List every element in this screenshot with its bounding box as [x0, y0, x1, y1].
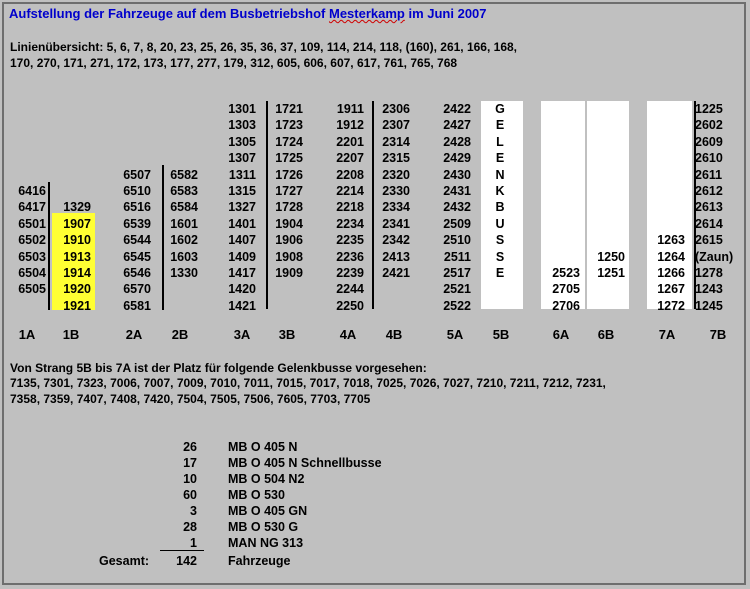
- vehicle-cell: 2522: [443, 298, 471, 313]
- vehicle-cell: 6417: [18, 200, 46, 215]
- fleet-count: 3: [190, 504, 197, 518]
- vehicle-cell: 6516: [123, 200, 151, 215]
- vehicle-cell: 1305: [228, 134, 256, 149]
- lines-overview-2: 170, 270, 171, 271, 172, 173, 177, 277, 179, 312, 605, 606, 607, 617, 761, 765, 768: [10, 56, 458, 70]
- vehicle-cell: 6510: [123, 183, 151, 198]
- vehicle-cell: 6584: [170, 200, 198, 215]
- vehicle-cell: 1301: [228, 102, 256, 116]
- vehicle-cell: 2306: [382, 102, 410, 116]
- vehicle-cell: 1272: [657, 298, 685, 313]
- fleet-type: MB O 530 G: [228, 520, 299, 534]
- vehicle-cell: 6416: [18, 184, 46, 198]
- fleet-type: MB O 504 N2: [228, 472, 305, 486]
- separator-1: [48, 182, 50, 310]
- vehicle-cell: 1264: [657, 249, 685, 264]
- vehicle-cell: 2613: [695, 200, 723, 215]
- vehicle-cell: 2413: [382, 249, 410, 264]
- vehicle-cell: 2315: [382, 151, 410, 166]
- vehicle-cell: 6503: [18, 249, 46, 264]
- vehicle-cell: 1307: [228, 151, 256, 166]
- vehicle-cell: 1263: [657, 233, 685, 248]
- vehicle-cell: 2207: [336, 151, 364, 166]
- column-label-6b: 6B: [597, 327, 615, 342]
- vehicle-cell: 2511: [443, 249, 471, 264]
- vehicle-cell: 1912: [336, 118, 364, 133]
- column-1b: [53, 199, 91, 314]
- vehicle-cell: 1243: [695, 282, 723, 297]
- vehicle-cell: 1920: [63, 282, 91, 297]
- fleet-count: 10: [183, 472, 197, 486]
- vehicle-cell: 1724: [275, 134, 303, 149]
- vehicle-cell: L: [496, 134, 504, 149]
- vehicle-cell: 1250: [597, 249, 625, 264]
- column-1a: [8, 183, 46, 298]
- sum-line: [160, 550, 204, 551]
- column-label-3a: 3A: [233, 327, 251, 342]
- lines-overview-1: Linienübersicht: 5, 6, 7, 8, 20, 23, 25, 26, 35, 36, 37, 109, 114, 214, 118, (160), 261, 166, 168,: [10, 40, 517, 54]
- vehicle-cell: 2235: [336, 233, 364, 248]
- fleet-count: 26: [183, 440, 197, 454]
- vehicle-cell: B: [495, 200, 505, 215]
- vehicle-cell: 2422: [443, 102, 471, 116]
- vehicle-cell: 2615: [695, 233, 723, 248]
- vehicle-cell: 1723: [275, 118, 303, 133]
- vehicle-cell: 6570: [123, 282, 151, 297]
- vehicle-cell: G: [495, 102, 505, 116]
- column-label-2a: 2A: [125, 327, 143, 342]
- column-label-3b: 3B: [278, 327, 296, 342]
- vehicle-cell: 2428: [443, 134, 471, 149]
- vehicle-cell: E: [495, 265, 505, 280]
- vehicle-cell: 2431: [443, 183, 471, 198]
- vehicle-cell: 6505: [18, 282, 46, 297]
- vehicle-cell: 1327: [228, 200, 256, 215]
- vehicle-cell: 2432: [443, 200, 471, 215]
- total-count: 142: [176, 554, 197, 568]
- fleet-count: 28: [183, 520, 197, 534]
- vehicle-cell: 2314: [382, 134, 410, 149]
- vehicle-cell: 1225: [695, 102, 723, 116]
- vehicle-cell: N: [495, 167, 505, 182]
- vehicle-cell: 2614: [695, 216, 723, 231]
- vehicle-cell: 1245: [695, 298, 723, 313]
- fleet-type: MB O 530: [228, 488, 285, 502]
- vehicle-cell: S: [495, 233, 505, 248]
- vehicle-cell: 2201: [336, 134, 364, 149]
- vehicle-cell: 1409: [228, 249, 256, 264]
- vehicle-cell: 1725: [275, 151, 303, 166]
- vehicle-cell: 1911: [336, 102, 364, 116]
- vehicle-cell: (Zaun): [695, 249, 734, 264]
- vehicle-cell: 2523: [552, 266, 580, 280]
- vehicle-cell: 2236: [336, 249, 364, 264]
- vehicle-cell: 1602: [170, 233, 198, 248]
- vehicle-cell: 2208: [336, 167, 364, 182]
- vehicle-cell: 2330: [382, 183, 410, 198]
- vehicle-cell: 2214: [336, 183, 364, 198]
- fleet-count: 17: [183, 456, 197, 470]
- vehicle-cell: 2239: [336, 265, 364, 280]
- fleet-type: MB O 405 N Schnellbusse: [228, 456, 382, 470]
- vehicle-cell: 2510: [443, 233, 471, 248]
- vehicle-cell: U: [495, 216, 505, 231]
- vehicle-cell: 2609: [695, 134, 723, 149]
- vehicle-cell: 1420: [228, 282, 256, 297]
- note-heading: Von Strang 5B bis 7A ist der Platz für folgende Gelenkbusse vorgesehen:: [10, 361, 427, 375]
- column-label-1b: 1B: [62, 327, 80, 342]
- title-place: Mesterkamp: [328, 6, 405, 21]
- vehicle-cell: 6583: [170, 183, 198, 198]
- vehicle-cell: 1914: [63, 265, 91, 280]
- fleet-type: MB O 405 N: [228, 440, 298, 454]
- fleet-count: 1: [190, 536, 197, 550]
- vehicle-cell: 1330: [170, 265, 198, 280]
- vehicle-cell: 1303: [228, 118, 256, 133]
- vehicle-cell: 1728: [275, 200, 303, 215]
- vehicle-cell: 2430: [443, 167, 471, 182]
- total-unit: Fahrzeuge: [228, 554, 291, 568]
- column-7a: [647, 232, 685, 314]
- column-label-4a: 4A: [339, 327, 357, 342]
- vehicle-cell: 1906: [275, 233, 303, 248]
- vehicle-cell: K: [495, 183, 505, 198]
- page-title: Aufstellung der Fahrzeuge auf dem Busbetriebshof Mesterkamp im Juni 2007: [9, 6, 487, 21]
- vehicle-cell: 6501: [18, 216, 46, 231]
- vehicle-cell: 2517: [443, 265, 471, 280]
- vehicle-cell: 2521: [443, 282, 471, 297]
- note-list-1: 7135, 7301, 7323, 7006, 7007, 7009, 7010, 7011, 7015, 7017, 7018, 7025, 7026, 7027, 7210, 7211, 7212, 7231,: [10, 376, 606, 390]
- vehicle-cell: 2244: [336, 282, 364, 297]
- vehicle-cell: 2602: [695, 118, 723, 133]
- vehicle-cell: 1726: [275, 167, 303, 182]
- vehicle-cell: 1266: [657, 265, 685, 280]
- column-2b: [160, 167, 198, 282]
- vehicle-cell: 6581: [123, 298, 151, 313]
- vehicle-cell: 6546: [123, 265, 151, 280]
- vehicle-cell: 2611: [695, 167, 723, 182]
- vehicle-cell: 1421: [228, 298, 256, 313]
- column-4b: [372, 101, 410, 281]
- vehicle-cell: 2612: [695, 183, 723, 198]
- vehicle-cell: 2250: [336, 298, 364, 313]
- vehicle-cell: 1907: [63, 216, 91, 231]
- vehicle-cell: 1601: [170, 216, 198, 231]
- column-5b: [481, 101, 519, 281]
- vehicle-cell: 6582: [170, 167, 198, 182]
- total-label: Gesamt:: [99, 554, 150, 568]
- vehicle-cell: 6502: [18, 233, 46, 248]
- vehicle-cell: 2610: [695, 151, 723, 166]
- vehicle-cell: 1721: [275, 102, 303, 116]
- column-label-1a: 1A: [18, 327, 36, 342]
- note-list-2: 7358, 7359, 7407, 7408, 7420, 7504, 7505, 7506, 7605, 7703, 7705: [10, 392, 371, 406]
- vehicle-cell: 1727: [275, 183, 303, 198]
- vehicle-cell: 1401: [228, 216, 256, 231]
- vehicle-cell: 1908: [275, 249, 303, 264]
- column-7b: [695, 101, 741, 314]
- vehicle-cell: 1267: [657, 282, 685, 297]
- vehicle-cell: 1913: [63, 249, 91, 264]
- vehicle-cell: 6539: [123, 216, 151, 231]
- vehicle-cell: 1417: [228, 265, 256, 280]
- vehicle-cell: 1904: [275, 216, 303, 231]
- vehicle-cell: 6545: [123, 249, 151, 264]
- vehicle-cell: 1909: [275, 265, 303, 280]
- vehicle-cell: E: [495, 151, 505, 166]
- vehicle-cell: 1407: [228, 233, 256, 248]
- column-3a: [218, 101, 256, 314]
- column-label-2b: 2B: [171, 327, 189, 342]
- fleet-type: MAN NG 313: [228, 536, 304, 550]
- column-2a: [113, 167, 151, 315]
- vehicle-cell: 1921: [63, 298, 91, 313]
- vehicle-cell: 2429: [443, 151, 471, 166]
- vehicle-cell: 2307: [382, 118, 410, 133]
- vehicle-cell: S: [495, 249, 505, 264]
- column-4a: [326, 101, 364, 314]
- vehicle-cell: 2234: [336, 216, 364, 231]
- column-5a: [433, 101, 471, 314]
- vehicle-cell: 1315: [228, 183, 256, 198]
- vehicle-cell: 6504: [18, 265, 46, 280]
- column-6b: [587, 249, 625, 282]
- column-label-7a: 7A: [658, 327, 676, 342]
- vehicle-cell: E: [495, 118, 505, 133]
- column-label-5a: 5A: [446, 327, 464, 342]
- vehicle-cell: 2421: [382, 265, 410, 280]
- column-3b: [265, 101, 303, 281]
- vehicle-cell: 1251: [597, 265, 625, 280]
- column-label-6a: 6A: [552, 327, 570, 342]
- vehicle-cell: 1311: [228, 167, 256, 182]
- column-6a: [542, 265, 580, 314]
- column-label-7b: 7B: [709, 327, 727, 342]
- vehicle-cell: 6544: [123, 233, 151, 248]
- vehicle-cell: 2334: [382, 200, 410, 215]
- vehicle-cell: 2706: [552, 298, 580, 313]
- vehicle-cell: 2218: [336, 200, 364, 215]
- fleet-count: 60: [183, 488, 197, 502]
- column-label-5b: 5B: [492, 327, 510, 342]
- vehicle-cell: 2320: [382, 167, 410, 182]
- vehicle-cell: 2427: [443, 118, 471, 133]
- vehicle-cell: 1278: [695, 265, 723, 280]
- column-label-4b: 4B: [385, 327, 403, 342]
- vehicle-cell: 2705: [552, 282, 580, 297]
- vehicle-cell: 2509: [443, 216, 471, 231]
- fleet-type: MB O 405 GN: [228, 504, 308, 518]
- vehicle-cell: 2341: [382, 216, 410, 231]
- vehicle-cell: 2342: [382, 233, 410, 248]
- vehicle-cell: 1910: [63, 233, 91, 248]
- vehicle-cell: 6507: [123, 167, 151, 182]
- vehicle-cell: 1329: [63, 200, 91, 215]
- vehicle-cell: 1603: [170, 249, 198, 264]
